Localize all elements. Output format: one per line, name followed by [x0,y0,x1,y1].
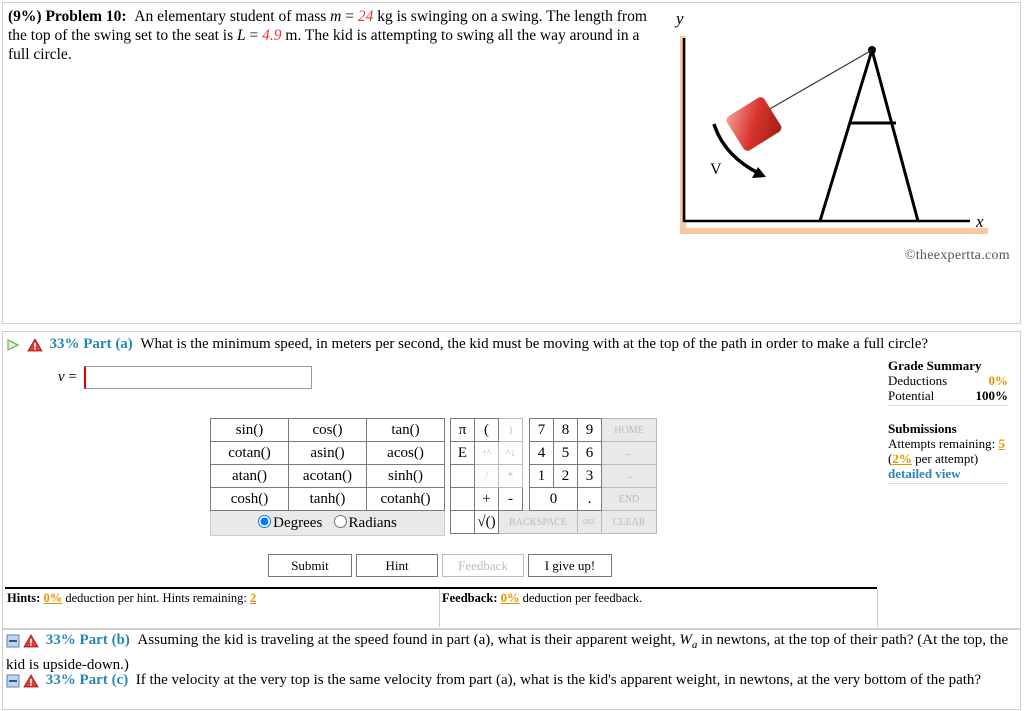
key-6[interactable]: 6 [578,442,602,465]
key-right[interactable]: → [602,465,657,488]
key-clear[interactable]: CLEAR [602,511,657,534]
detailed-view-link[interactable]: detailed view [888,466,961,481]
key-end[interactable]: END [602,488,657,511]
key-pi[interactable]: π [451,419,475,442]
part-b-header[interactable]: 33% Part (b) Assuming the kid is traveling at the speed found in part (a), what is their apparent weight, $W_a$ in newtons, at the top of their path? (At the top, the kid is upside-down.) [6,632,1009,673]
collapsed-part-icon[interactable] [6,634,20,648]
copyright: ©theexpertta.com [904,248,1010,263]
give-up-button[interactable]: I give up! [528,554,612,577]
warning-icon [23,674,39,688]
key-left[interactable]: ← [602,442,657,465]
key-minus[interactable]: - [499,488,523,511]
play-icon[interactable] [6,338,20,352]
hints-info: Hints: 0% deduction per hint. Hints remaining: 2 [7,591,257,605]
key-acos[interactable]: acos() [367,442,445,465]
velocity-label: V [710,161,722,178]
key-backspace[interactable]: BACKSPACE [499,511,578,534]
key-divide[interactable]: / [475,465,499,488]
answer-label: v = [58,369,77,385]
numeric-keypad [450,418,657,534]
length-value: 4.9 [262,27,282,44]
key-cotan[interactable]: cotan() [211,442,289,465]
key-1[interactable]: 1 [530,465,554,488]
key-tan[interactable]: tan() [367,419,445,442]
swing-seat [725,95,784,152]
submissions: Submissions Attempts remaining: 5 (2% per attempt) detailed view [888,421,1008,484]
key-multiply[interactable]: * [499,465,523,488]
angle-mode [211,511,445,536]
answer-input[interactable] [84,366,312,389]
hint-button[interactable]: Hint [356,554,438,577]
key-sqrt[interactable]: √() [475,511,499,534]
key-e[interactable]: E [451,442,475,465]
key-dot[interactable]: . [578,488,602,511]
collapsed-part-icon[interactable] [6,674,20,688]
key-up[interactable]: ↑^ [475,442,499,465]
key-0[interactable]: 0 [530,488,578,511]
key-del[interactable]: DEL [578,511,602,534]
key-9[interactable]: 9 [578,419,602,442]
warning-icon [23,634,39,648]
key-cotanh[interactable]: cotanh() [367,488,445,511]
axis-x-label: x [976,212,984,231]
axis-y-label: y [676,9,684,28]
part-a-question: What is the minimum speed, in meters per second, the kid must be moving with at the top of the path in order to make a full circle? [140,336,929,352]
key-sin[interactable]: sin() [211,419,289,442]
warning-icon [27,338,43,352]
key-down[interactable]: ^↓ [499,442,523,465]
part-c-header[interactable]: 33% Part (c) If the velocity at the very top is the same velocity from part (a), what is the kid's apparent weight, in newtons, at the very bottom of the path? [6,670,1016,690]
key-4[interactable]: 4 [530,442,554,465]
key-home[interactable]: HOME [602,419,657,442]
mass-value: 24 [357,8,374,25]
key-rparen[interactable]: ) [499,419,523,442]
key-sinh[interactable]: sinh() [367,465,445,488]
grade-summary: Grade Summary Deductions 0% Potential 100% [888,358,1008,406]
feedback-button[interactable]: Feedback [442,554,524,577]
key-8[interactable]: 8 [554,419,578,442]
key-asin[interactable]: asin() [289,442,367,465]
key-5[interactable]: 5 [554,442,578,465]
part-a-header: 33% Part (a) What is the minimum speed, in meters per second, the kid must be moving with at the top of the path in order to make a full circle? [6,336,996,353]
swing-figure [660,8,1010,240]
function-keypad [210,418,445,536]
key-cosh[interactable]: cosh() [211,488,289,511]
feedback-info: Feedback: 0% deduction per feedback. [442,591,643,605]
key-tanh[interactable]: tanh() [289,488,367,511]
key-3[interactable]: 3 [578,465,602,488]
radians-option[interactable]: Radians [334,515,397,531]
key-plus[interactable]: + [475,488,499,511]
key-cos[interactable]: cos() [289,419,367,442]
key-7[interactable]: 7 [530,419,554,442]
submit-button[interactable]: Submit [268,554,352,577]
key-lparen[interactable]: ( [475,419,499,442]
degrees-option[interactable]: Degrees [258,515,322,531]
problem-statement: (9%) Problem 10: An elementary student of mass m = 24 kg is swinging on a swing. The length from the top of the swing set to the seat is L = 4.9 m. The kid is attempting to swing all the way around in a full circle. [8,8,647,63]
key-atan[interactable]: atan() [211,465,289,488]
key-acotan[interactable]: acotan() [289,465,367,488]
key-2[interactable]: 2 [554,465,578,488]
